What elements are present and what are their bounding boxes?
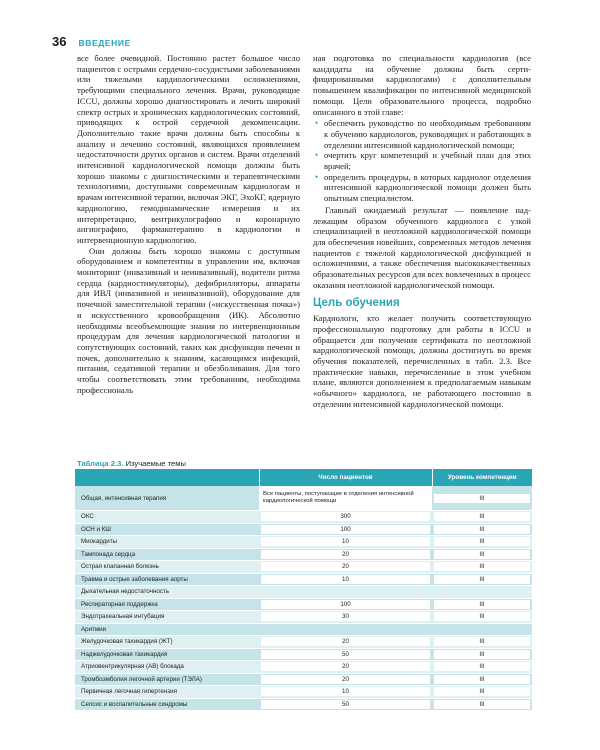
cell-text: III	[434, 600, 530, 609]
table-row	[75, 673, 532, 686]
cell-text: Острая клапанная болезнь	[81, 563, 159, 571]
table-row	[75, 573, 532, 586]
cell-text: ОСН и КШ	[81, 525, 111, 533]
cell-text: Эндотрахеальная интубация	[81, 613, 165, 621]
cell-text: Аритмии	[81, 625, 107, 633]
cell-text: 30	[261, 612, 430, 621]
table-cell	[75, 573, 259, 586]
cell-text: 300	[261, 512, 430, 521]
cell-text: III	[434, 537, 530, 546]
cell-text	[261, 625, 430, 634]
right-column	[313, 53, 531, 410]
table-cell	[259, 636, 432, 649]
table-cell	[432, 486, 532, 511]
table-cell	[259, 661, 432, 674]
table-row	[75, 586, 532, 599]
table-cell	[259, 523, 432, 536]
cell-text: Все пациенты, поступающие в отделения интенсивной кардиологической помощи	[263, 491, 414, 504]
cell-text: 20	[261, 675, 430, 684]
cell-text: III	[434, 687, 530, 696]
list-item	[313, 118, 531, 150]
cell-text: III	[434, 525, 530, 534]
table-cell	[432, 511, 532, 524]
left-column	[77, 53, 300, 396]
table-cell	[75, 523, 259, 536]
table-row	[75, 623, 532, 636]
table-row	[75, 486, 532, 511]
table-cell	[432, 673, 532, 686]
paragraph: все более очевидной. Постоянно растет большое число пациентов с острыми сердечно-сосудистыми заболеваниями или тяжелыми кардиологическими осложнениями, требующими специального лечения. Врачи, руководящие ICCU, должны хорошо диагностировать и лечить широкий спектр острых и хронических кардиологических состояний, приводящих к острой сердечной декомпенсации. Дополнительно такие врачи должны быть способны к анализу и лечению состояний, являющихся проявлением недостаточности других органов и систем. Врачи отделений интенсивной кардиологической помощи должны быть хорошо знакомы с диагностическими и терапевтическими технологиями, доступными современным кардиологам и врачам интенсивной терапии, включая ЭКГ, ЭхоКГ, ядерную кардиологию, гемодинамические измерения и их интерпретацию, вентрикулографию и коронарную ангиографию, фармакотерапию в кардиологии и интервенционную кардиологию.	[77, 53, 300, 245]
table-cell	[259, 486, 432, 511]
cell-text: III	[434, 612, 530, 621]
cell-text: Дыхательная недостаточность	[81, 588, 169, 596]
table-row	[75, 648, 532, 661]
cell-text: Наджелудочковая тахикардия	[81, 650, 168, 658]
bullet-icon: •	[315, 118, 319, 129]
cell-text: III	[434, 575, 530, 584]
table-cell	[432, 523, 532, 536]
table-cell	[75, 486, 259, 511]
cell-text: ОКС	[81, 513, 94, 521]
table-cell	[75, 648, 259, 661]
topics-table-container	[75, 469, 532, 711]
cell-text: III	[434, 494, 530, 503]
table-cell	[432, 636, 532, 649]
table-cell	[75, 586, 259, 599]
table-cell	[259, 648, 432, 661]
table-cell	[75, 561, 259, 574]
table-cell	[75, 623, 259, 636]
table-cell	[432, 661, 532, 674]
list-item	[313, 150, 531, 171]
table-title: Изучаемые темы	[125, 459, 186, 468]
cell-text	[261, 587, 430, 596]
cell-text: Сепсис и воспалительные синдромы	[81, 700, 188, 708]
table-cell	[259, 573, 432, 586]
table-cell	[75, 548, 259, 561]
table-cell	[259, 511, 432, 524]
cell-text: 50	[261, 650, 430, 659]
bullet-icon: •	[315, 171, 319, 182]
table-cell	[432, 623, 532, 636]
cell-text	[434, 625, 530, 634]
cell-text: 20	[261, 562, 430, 571]
table-cell	[432, 561, 532, 574]
table-row	[75, 548, 532, 561]
cell-text: Желудочковая тахикардия (ЖТ)	[81, 638, 173, 646]
cell-text: Общая, интенсивная терапия	[81, 494, 167, 502]
list-item-text: обеспечить руководство по необходимым требованиям к обучению кардиологов, руководящих и работающих в отделении интенсивной кардиологической помощи;	[324, 118, 531, 150]
table-cell	[259, 673, 432, 686]
table-row	[75, 686, 532, 699]
subsection-heading: Цель обучения	[313, 297, 400, 310]
cell-text: 100	[261, 525, 430, 534]
cell-text: 10	[261, 575, 430, 584]
table-number: Таблица 2.3.	[77, 459, 124, 468]
cell-text: Респираторная поддержка	[81, 600, 158, 608]
table-cell	[259, 586, 432, 599]
paragraph: Кардиологи, кто желает получить соответствующую профессиональную подготовку для работы в ICCU и обращается для получения сертификата по неотложной кардиологической помощи, должны достигнуть во время обучения показателей, перечисленных в табл. 2.3. Все практические навыки, перечисленные в этом учебном плане, являются дополнением к предполагаемым навыкам «обычного» кардиолога, не работающего постоянно в отделении интенсивной кардиологической помощи.	[313, 313, 531, 409]
cell-text: Миокардиты	[81, 538, 117, 546]
table-cell	[75, 536, 259, 549]
table-cell	[432, 698, 532, 711]
table-cell	[75, 598, 259, 611]
column-header: Число пациентов	[259, 469, 432, 486]
cell-text: 50	[261, 700, 430, 709]
table-cell	[432, 611, 532, 624]
table-cell	[259, 623, 432, 636]
cell-text: Атриовентрикулярная (АВ) блокада	[81, 663, 184, 671]
table-row	[75, 523, 532, 536]
column-header	[75, 469, 259, 486]
table-cell	[432, 598, 532, 611]
cell-text: 100	[261, 600, 430, 609]
table-row	[75, 636, 532, 649]
cell-text: III	[434, 512, 530, 521]
table-cell	[259, 686, 432, 699]
table-cell	[259, 536, 432, 549]
table-cell	[432, 548, 532, 561]
page-number: 36	[52, 34, 67, 49]
cell-text: 10	[261, 687, 430, 696]
table-row	[75, 511, 532, 524]
cell-text: III	[434, 650, 530, 659]
cell-text: III	[434, 700, 530, 709]
table-cell	[432, 573, 532, 586]
table-row	[75, 536, 532, 549]
table-cell	[432, 586, 532, 599]
paragraph: ная подготовка по специальности кардиология (все кандидаты на обучение должны быть сертифицированными кардиологами) с дополнительным повышением квалификации по интенсивной медицинской помощи. Цели образовательного процесса, подробно описанного в этой главе:	[313, 53, 531, 117]
list-item	[313, 172, 531, 204]
cell-text: III	[434, 675, 530, 684]
bullet-icon: •	[315, 150, 319, 161]
topics-table	[75, 469, 532, 711]
table-cell	[259, 598, 432, 611]
paragraph: Главный ожидаемый результат — появление надлежащим образом обученного кардиолога с узкой специализацией в неотложной кардиологической помощи для обеспечения новейших, современных методов лечения пациентов с тяжелой кардиологической дисфункцией и осложнениями, а также обеспечения высококачественных образовательных ресурсов для всех вовлеченных в процесс оказания неотложной кардиологической помощи.	[313, 204, 531, 290]
cell-text: 20	[261, 637, 430, 646]
table-cell	[75, 673, 259, 686]
table-row	[75, 611, 532, 624]
cell-text: III	[434, 550, 530, 559]
table-row	[75, 698, 532, 711]
cell-text: 20	[261, 550, 430, 559]
paragraph: Они должны быть хорошо знакомы с доступным оборудованием и компетентны в управлении им, включая мониторинг (инвазивный и неинвазивный), водители ритма сердца (кардиостимуляторы), дефибрилляторы, аппараты для ИВЛ (инвазивной и неинвазивной), оборудование для почечной заместительной терапии («искусственная почка») и искусственного кровообращения (ИК). Абсолютно необходимы всеобъемлющие знания по интервенционным процедурам для лечения кардиологической патологии и сопутствующих состояний, таких как дисфункция печени и почек, дополнительно к знаниям, касающимся инфекций, питания, седативной терапии и обезболивания. Для того чтобы соответствовать этим требованиям, необходима профессиональ	[77, 245, 300, 395]
table-cell	[432, 686, 532, 699]
table-caption	[77, 459, 186, 468]
table-cell	[75, 611, 259, 624]
column-header: Уровень компетенции	[432, 469, 532, 486]
cell-text: 20	[261, 662, 430, 671]
cell-text: Травма и острые заболевания аорты	[81, 575, 188, 583]
table-cell	[259, 548, 432, 561]
table-cell	[75, 698, 259, 711]
cell-text: Тампонада сердца	[81, 550, 136, 558]
table-cell	[259, 698, 432, 711]
cell-text: Тромбоэмболия легочной артерии (ТЭЛА)	[81, 675, 202, 683]
cell-text: III	[434, 637, 530, 646]
table-cell	[432, 648, 532, 661]
table-row	[75, 598, 532, 611]
table-row	[75, 661, 532, 674]
list-item-text: определить процедуры, в которых кардиолог отделения интенсивной кардиологической помощи должен быть опытным специалистом.	[324, 171, 531, 204]
table-row	[75, 561, 532, 574]
page-header	[52, 34, 131, 50]
cell-text: Первичная легочная гипертензия	[81, 688, 177, 696]
cell-text	[434, 587, 530, 596]
cell-text: 10	[261, 537, 430, 546]
list-item-text: очертить круг компетенций и учебный план для этих врачей;	[324, 150, 531, 172]
table-cell	[432, 536, 532, 549]
table-cell	[75, 661, 259, 674]
table-cell	[259, 561, 432, 574]
table-cell	[75, 636, 259, 649]
cell-text: III	[434, 562, 530, 571]
table-cell	[259, 611, 432, 624]
section-title: ВВЕДЕНИЕ	[78, 38, 131, 48]
goals-list	[313, 118, 531, 204]
table-cell	[75, 511, 259, 524]
table-cell	[75, 686, 259, 699]
cell-text: III	[434, 662, 530, 671]
